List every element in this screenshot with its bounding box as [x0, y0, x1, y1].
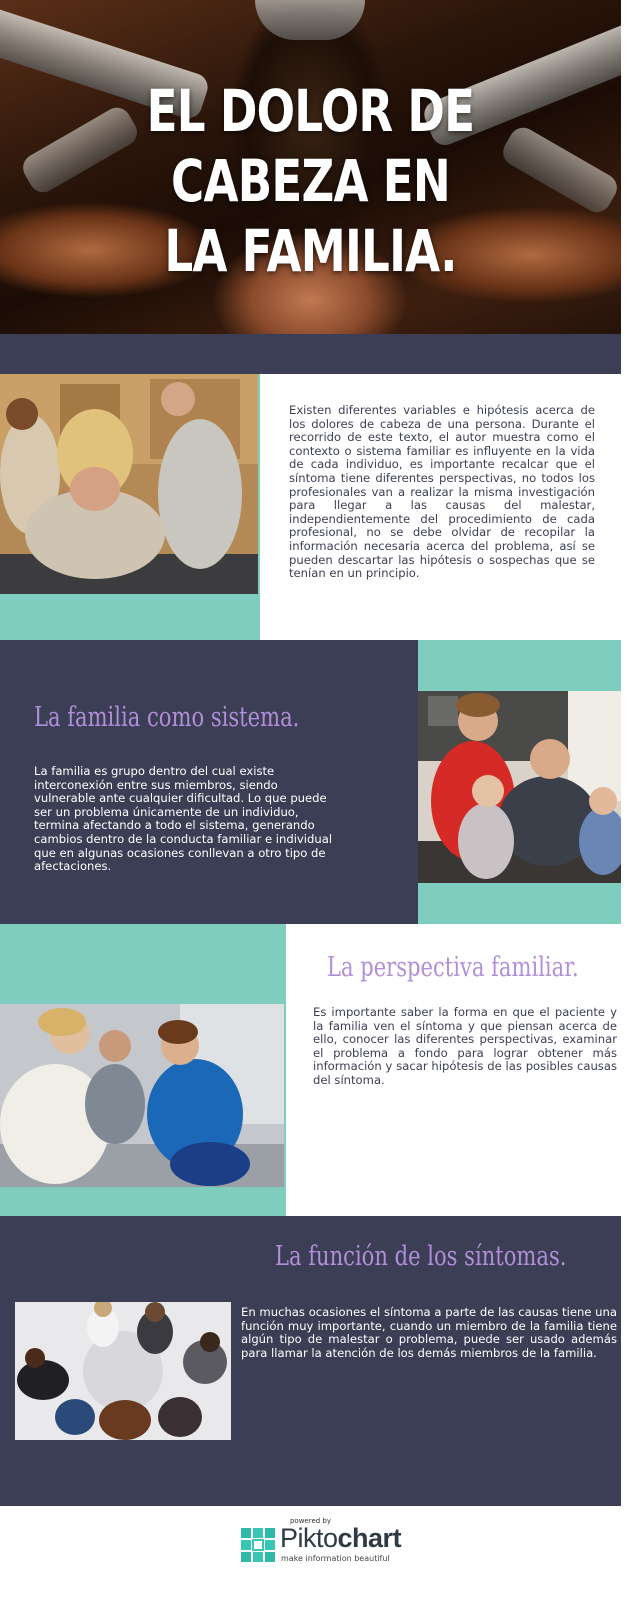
wrench-shape	[255, 0, 365, 40]
brand-bold: chart	[337, 1523, 402, 1553]
title-line-2: LA FAMILIA.	[164, 217, 457, 285]
title-line-1: EL DOLOR DE CABEZA EN	[146, 77, 475, 215]
function-paragraph: En muchas ocasiones el síntoma a parte de las causas tiene una función muy importante, cuando un miembro de la familia tiene algún tipo de malestar o problema, puede ser usado además para llamar la atención de los demás miembros de la familia.	[241, 1305, 617, 1360]
system-paragraph: La familia es grupo dentro del cual existe interconexión entre sus miembros, siendo vulnerable ante cualquier dificultad. Lo que puede ser un problema únicamente de un individuo, termina afectando a todo el sistema, generando cambios dentro de la conducta familiar e individual que en algunas ocasiones conllevan a otro tipo de afectaciones.	[34, 764, 333, 874]
stressed-family-photo	[0, 374, 258, 594]
family-with-children-photo	[418, 691, 621, 883]
perspective-paragraph: Es importante saber la forma en que el paciente y la familia ven el síntoma y que piensan acerca de ello, conocer las diferentes perspectivas, examinar el problema a fondo para lograr obtener más información y sacar hipótesis de las posibles causas del síntoma.	[313, 1005, 617, 1087]
heading-family-perspective: La perspectiva familiar.	[327, 952, 579, 983]
piktochart-logo-icon[interactable]	[241, 1528, 275, 1562]
page-title	[68, 76, 552, 286]
piktochart-tagline: make information beautiful	[281, 1554, 390, 1563]
group-circle-photo	[15, 1302, 231, 1440]
brand-light: Pikto	[280, 1523, 338, 1553]
piktochart-wordmark[interactable]	[280, 1523, 401, 1554]
divider-band	[0, 334, 621, 374]
hero-banner	[0, 0, 621, 340]
heading-symptom-function: La función de los síntomas.	[275, 1241, 567, 1272]
therapy-session-photo	[0, 1004, 284, 1187]
heading-family-system: La familia como sistema.	[34, 702, 300, 733]
intro-paragraph: Existen diferentes variables e hipótesis acerca de los dolores de cabeza de una persona. Durante el recorrido de este texto, el autor muestra como el contexto o sistema familiar es influyente en la vida de cada individuo, es importante recalcar que el síntoma tiene diferentes perspectivas, no todos los profesionales van a realizar la misma investigación para llegar a las causas del malestar, independientemente del procedimiento de cada profesional, no se debe olvidar de recopilar la información necesaria acerca del problema, así se pueden descartar las hipótesis o sospechas que se tenían en un principio.	[289, 403, 595, 581]
powered-by-label: powered by	[289, 1517, 332, 1525]
